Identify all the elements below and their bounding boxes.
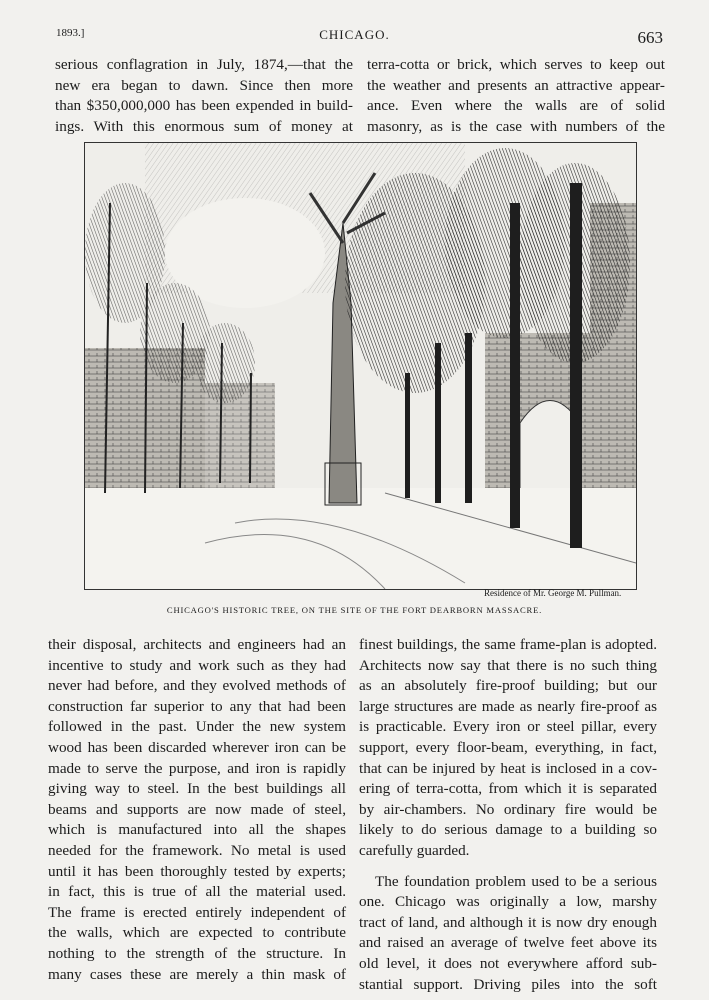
text-line: masonry, as is the case with numbers of the <box>367 117 665 135</box>
page-number: 663 <box>637 28 663 47</box>
text-line: incentive to study and work such as they had <box>48 656 346 674</box>
text-line: never had before, and they evolved methods of <box>48 677 346 695</box>
text-line: old level, it does not everywhere afford sub- <box>359 954 657 972</box>
top-left-column <box>55 55 353 137</box>
text-line: likely to do serious damage to a building so <box>359 821 657 839</box>
text-line: needed for the framework. No metal is used <box>48 841 346 859</box>
text-line: construction far superior to any that had been <box>48 697 346 715</box>
text-line: new era began to dawn. Since then more <box>55 76 353 94</box>
text-line: by air-chambers. No ordinary fire would be <box>359 800 657 818</box>
text-line: their disposal, architects and engineers had an <box>48 636 346 653</box>
text-line: terra-cotta or brick, which serves to keep out <box>367 56 665 73</box>
engraving-illustration <box>84 142 637 590</box>
text-line: is practicable. Every iron or steel pillar, every <box>359 718 657 736</box>
text-line: finest buildings, the same frame-plan is adopted. <box>359 636 657 653</box>
top-right-column <box>367 55 665 137</box>
tree-lined-street-engraving <box>85 143 636 589</box>
text-line: ings. With this enormous sum of money at <box>55 117 353 135</box>
text-line: serious conflagration in July, 1874,—that the <box>55 56 353 73</box>
text-line: ering of terra-cotta, from which it is separated <box>359 780 657 798</box>
text-line: wood has been discarded wherever iron can be <box>48 738 346 756</box>
figure-caption: CHICAGO'S HISTORIC TREE, ON THE SITE OF THE FORT DEARBORN MASSACRE. <box>166 605 543 615</box>
text-line: which is manufactured into all the shapes <box>48 821 346 839</box>
text-line: The frame is erected entirely independent of <box>48 903 346 921</box>
bottom-right-column <box>359 635 657 995</box>
text-line: carefully guarded. <box>359 841 470 859</box>
bottom-left-column <box>48 635 346 985</box>
running-header-left: 1893.] <box>56 27 85 39</box>
text-line: giving way to steel. In the best buildings all <box>48 780 346 798</box>
text-line: The foundation problem used to be a serious <box>375 872 657 890</box>
text-line: support, every floor-beam, everything, in fact, <box>359 738 657 756</box>
text-line: tract of land, and although it is now dry enough <box>359 913 657 931</box>
text-line: in fact, this is true of all the material used. <box>48 883 346 901</box>
text-line: one. Chicago was originally a low, marshy <box>359 893 657 911</box>
text-line: and raised an average of twelve feet above its <box>359 934 657 952</box>
text-line: that can be injured by heat is inclosed in a cov- <box>359 759 657 777</box>
text-line: the walls, which are expected to contribute <box>48 924 346 942</box>
text-line: followed in the past. Under the new system <box>48 718 346 736</box>
text-line: until it has been thoroughly tested by experts; <box>48 862 346 880</box>
text-line: nothing to the strength of the structure. In <box>48 944 346 962</box>
text-line: stantial support. Driving piles into the soft <box>359 975 657 993</box>
text-line: as an absolutely fire-proof building; but our <box>359 677 657 695</box>
text-line: large structures are made as nearly fire-proof as <box>359 697 657 715</box>
text-line: beams and supports are now made of steel, <box>48 800 346 818</box>
text-line: made to serve the purpose, and iron is rapidly <box>48 759 346 777</box>
text-line: many cases these are merely a thin mask of <box>48 965 346 983</box>
text-line: the weather and presents an attractive appear- <box>367 76 665 94</box>
text-line: Architects now say that there is no such thing <box>359 656 657 674</box>
photo-credit: Residence of Mr. George M. Pullman. <box>484 588 622 598</box>
running-header-title: CHICAGO. <box>319 27 390 42</box>
text-line: than $350,000,000 has been expended in build- <box>55 97 353 115</box>
text-line: ance. Even where the walls are of solid <box>367 97 665 115</box>
